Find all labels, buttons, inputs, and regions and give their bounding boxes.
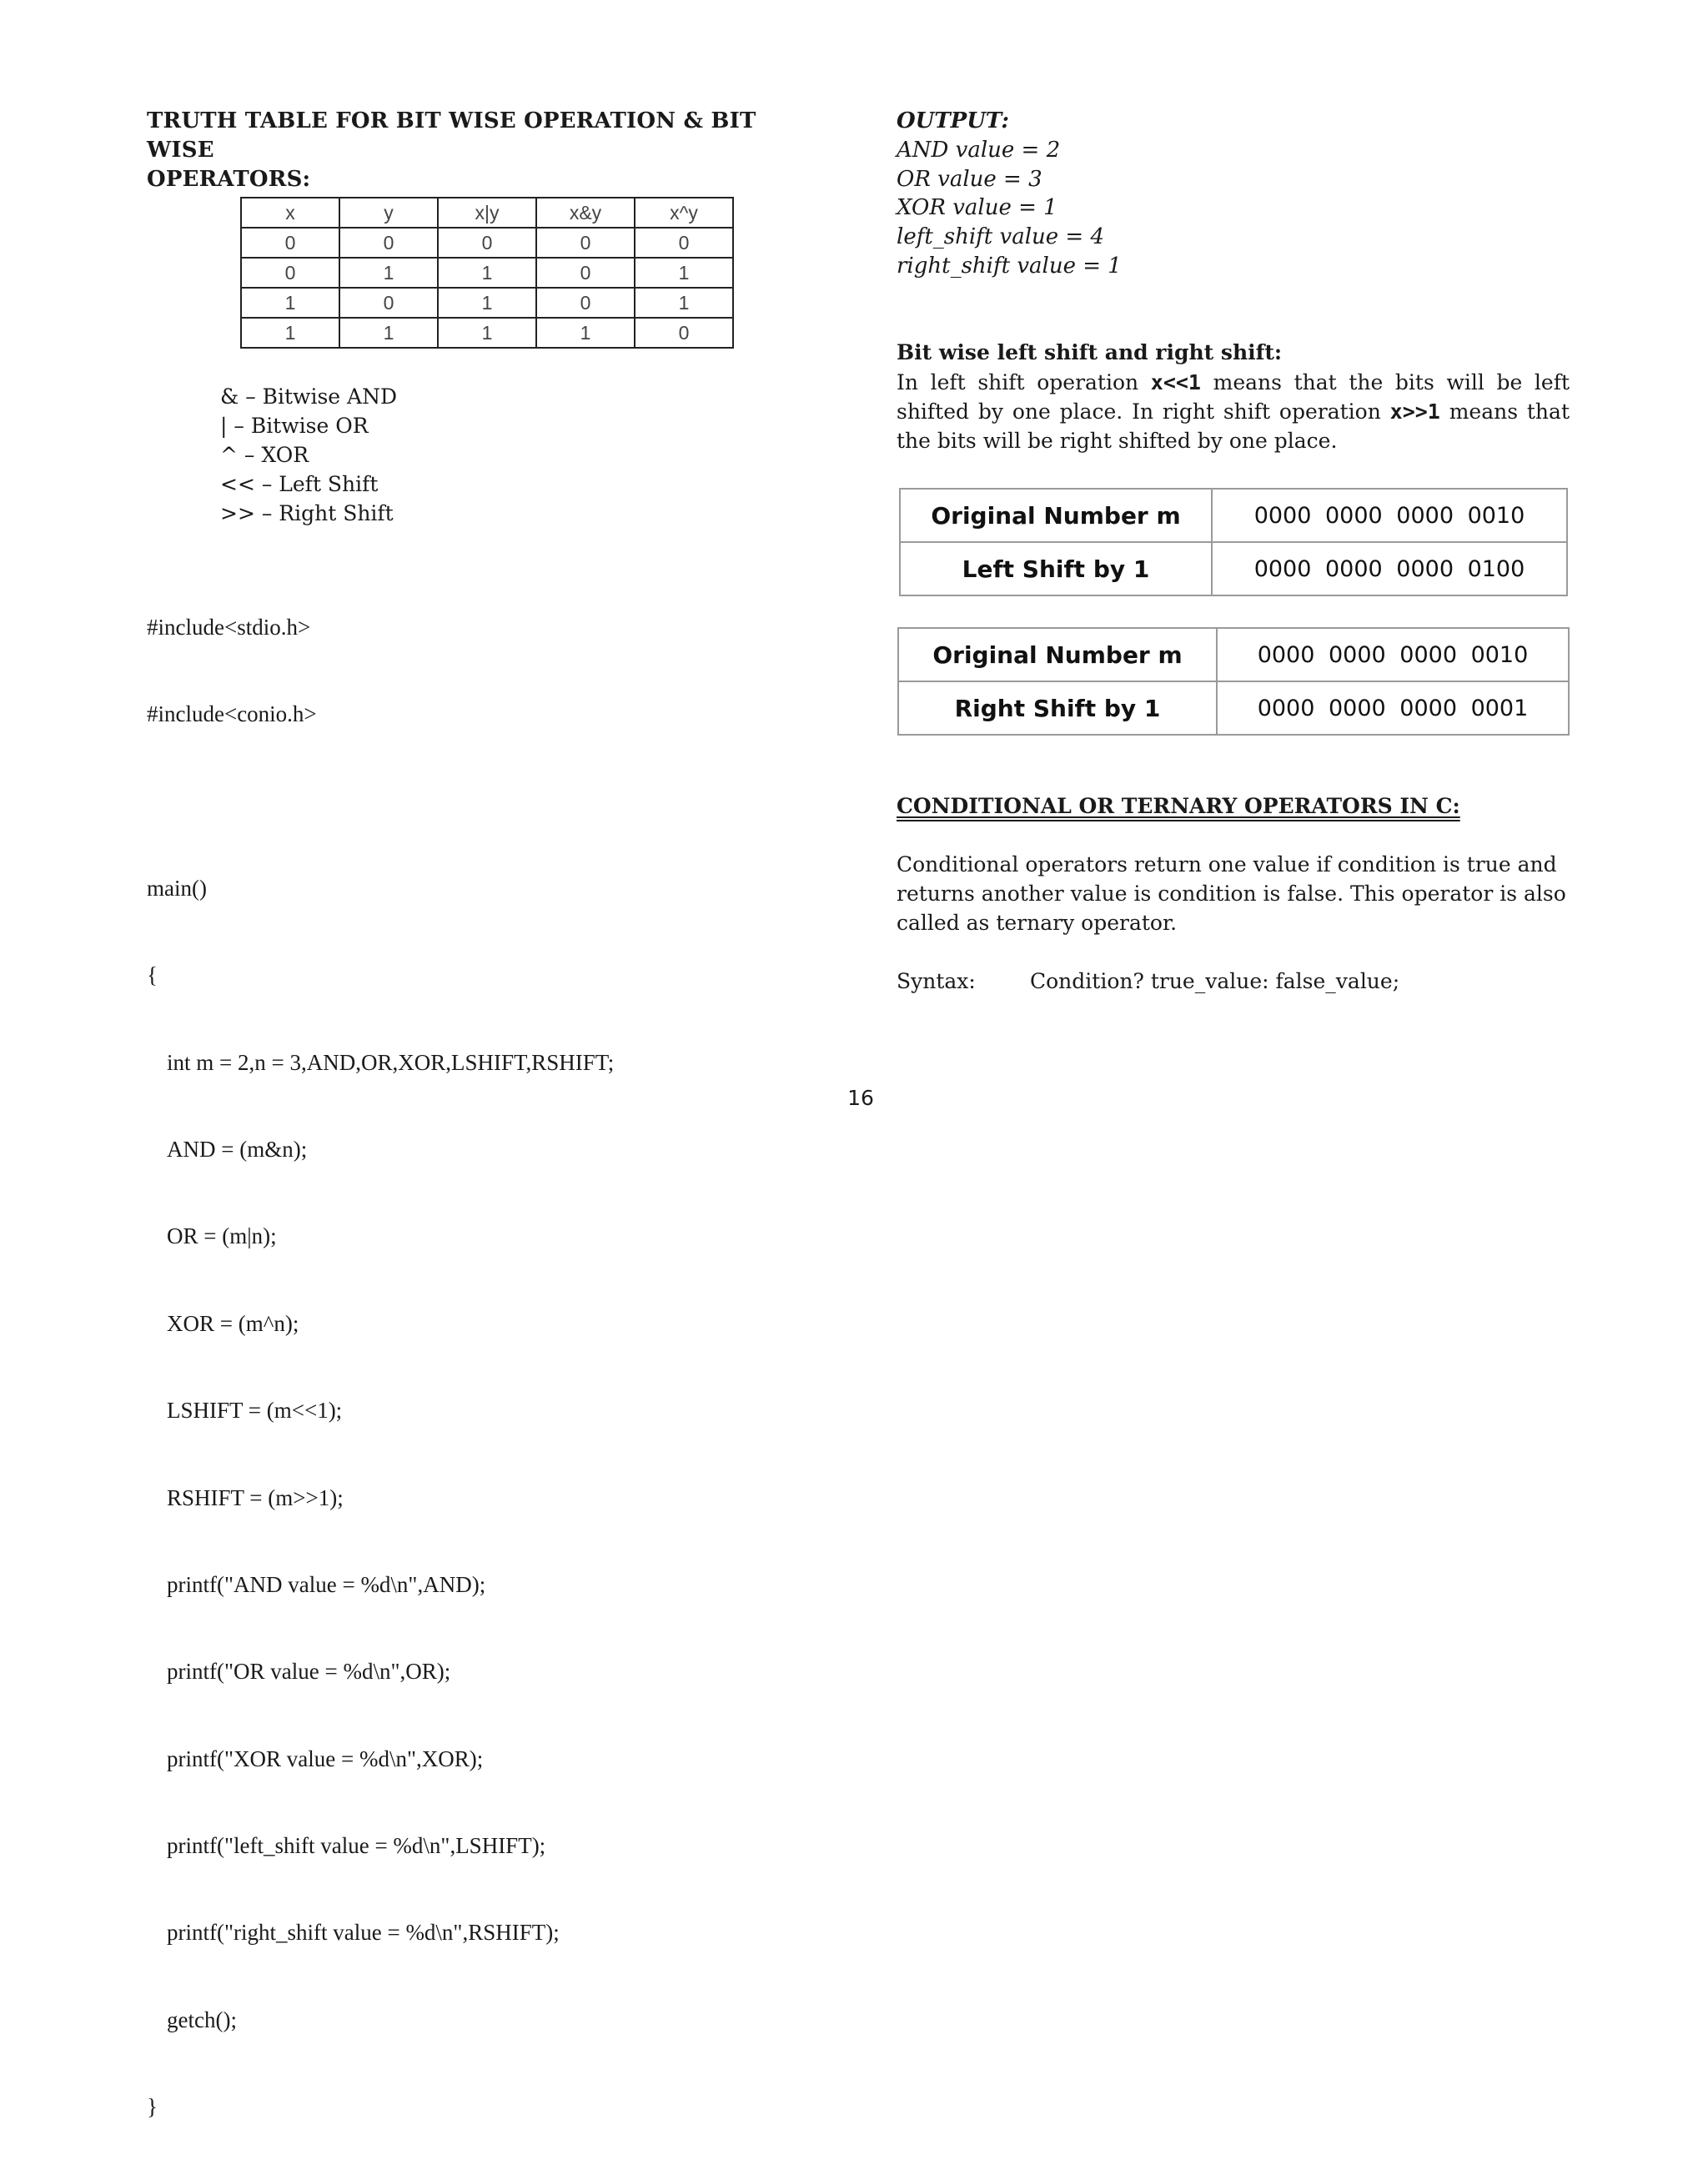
table-cell: 1	[339, 318, 438, 348]
row-value: 0000 0000 0000 0100	[1212, 542, 1567, 595]
output-title: OUTPUT:	[897, 108, 1009, 133]
output-line: AND value = 2	[897, 137, 1061, 163]
code-blank-line	[147, 786, 614, 816]
code-listing	[147, 555, 614, 2180]
output-line: right_shift value = 1	[897, 253, 1122, 279]
legend-item: | – Bitwise OR	[220, 414, 369, 438]
output-line: left_shift value = 4	[897, 224, 1105, 250]
heading-line-1: TRUTH TABLE FOR BIT WISE OPERATION & BIT WISE	[147, 108, 756, 163]
code-line: }	[147, 2094, 158, 2120]
output-line: XOR value = 1	[897, 195, 1057, 221]
row-value: 0000 0000 0000 0010	[1212, 489, 1567, 542]
shift-section-title: Bit wise left shift and right shift:	[897, 340, 1283, 364]
header-cell: x|y	[438, 198, 536, 228]
table-cell: 1	[635, 258, 733, 288]
header-cell: x&y	[536, 198, 635, 228]
table-cell: 0	[241, 258, 339, 288]
shift-paragraph	[897, 368, 1570, 455]
table-cell: 0	[635, 228, 733, 258]
code-line: XOR = (m^n);	[167, 1310, 299, 1336]
header-cell: x^y	[635, 198, 733, 228]
code-line: printf("left_shift value = %d\n",LSHIFT);	[167, 1833, 546, 1859]
output-line: OR value = 3	[897, 166, 1042, 192]
row-label: Left Shift by 1	[900, 542, 1212, 595]
table-cell: 0	[536, 288, 635, 318]
code-line: RSHIFT = (m>>1);	[167, 1484, 344, 1510]
code-line: {	[147, 962, 158, 988]
legend-item: >> – Right Shift	[220, 501, 394, 525]
syntax-value: Condition? true_value: false_value;	[1030, 969, 1400, 993]
conditional-operators-paragraph: Conditional operators return one value if condition is true and returns another value is condition is false. This operator is also called as ternary operator.	[897, 852, 1566, 935]
table-cell: 1	[438, 258, 536, 288]
truth-table	[240, 197, 734, 349]
syntax-line	[897, 967, 1400, 996]
para-text: means that the bits will be left shifted by one place. In right shift operation	[897, 370, 1570, 424]
table-cell: 1	[339, 258, 438, 288]
code-line: getch();	[167, 2007, 237, 2032]
code-line: printf("right_shift value = %d\n",RSHIFT);	[167, 1920, 560, 1946]
truth-table-header-row	[241, 198, 733, 228]
output-block	[897, 107, 1122, 281]
code-line: printf("AND value = %d\n",AND);	[167, 1571, 486, 1597]
table-cell: 0	[241, 228, 339, 258]
header-cell: x	[241, 198, 339, 228]
right-shift-table	[897, 627, 1570, 736]
code-line: OR = (m|n);	[167, 1223, 277, 1249]
table-row	[900, 542, 1567, 595]
table-row	[241, 288, 733, 318]
conditional-operators-title: CONDITIONAL OR TERNARY OPERATORS IN C:	[897, 794, 1460, 818]
table-cell: 1	[241, 318, 339, 348]
left-shift-table	[899, 488, 1568, 596]
left-shift-expression: x<<1	[1150, 370, 1201, 394]
row-value: 0000 0000 0000 0010	[1217, 628, 1569, 681]
code-line: #include<stdio.h>	[147, 614, 311, 640]
table-cell: 0	[339, 288, 438, 318]
table-cell: 1	[241, 288, 339, 318]
para-text: means that the bits will be right shifted by one place.	[897, 399, 1570, 453]
row-label: Original Number m	[900, 489, 1212, 542]
code-line: printf("OR value = %d\n",OR);	[167, 1659, 451, 1685]
code-line: printf("XOR value = %d\n",XOR);	[167, 1746, 484, 1771]
table-row	[241, 318, 733, 348]
table-cell: 0	[635, 318, 733, 348]
code-line: AND = (m&n);	[167, 1136, 308, 1162]
right-shift-expression: x>>1	[1389, 399, 1440, 424]
page-number: 16	[847, 1086, 874, 1110]
row-label: Right Shift by 1	[898, 681, 1217, 735]
table-cell: 0	[339, 228, 438, 258]
table-cell: 1	[536, 318, 635, 348]
table-cell: 0	[536, 258, 635, 288]
truth-table-heading	[147, 107, 781, 194]
table-cell: 1	[635, 288, 733, 318]
code-line: int m = 2,n = 3,AND,OR,XOR,LSHIFT,RSHIFT;	[167, 1049, 615, 1075]
table-cell: 0	[536, 228, 635, 258]
heading-line-2: OPERATORS:	[147, 167, 311, 192]
legend-item: << – Left Shift	[220, 472, 379, 496]
operator-legend	[220, 382, 397, 528]
row-value: 0000 0000 0000 0001	[1217, 681, 1569, 735]
code-line: LSHIFT = (m<<1);	[167, 1398, 343, 1424]
table-row	[241, 258, 733, 288]
syntax-label: Syntax:	[897, 969, 976, 993]
table-row	[898, 681, 1569, 735]
code-line: #include<conio.h>	[147, 701, 317, 726]
row-label: Original Number m	[898, 628, 1217, 681]
legend-item: ^ – XOR	[220, 443, 309, 467]
legend-item: & – Bitwise AND	[220, 384, 397, 409]
table-row	[241, 228, 733, 258]
header-cell: y	[339, 198, 438, 228]
para-text: In left shift operation	[897, 370, 1151, 394]
table-row	[898, 628, 1569, 681]
table-cell: 1	[438, 288, 536, 318]
code-line: main()	[147, 875, 207, 901]
table-row	[900, 489, 1567, 542]
table-cell: 1	[438, 318, 536, 348]
table-cell: 0	[438, 228, 536, 258]
